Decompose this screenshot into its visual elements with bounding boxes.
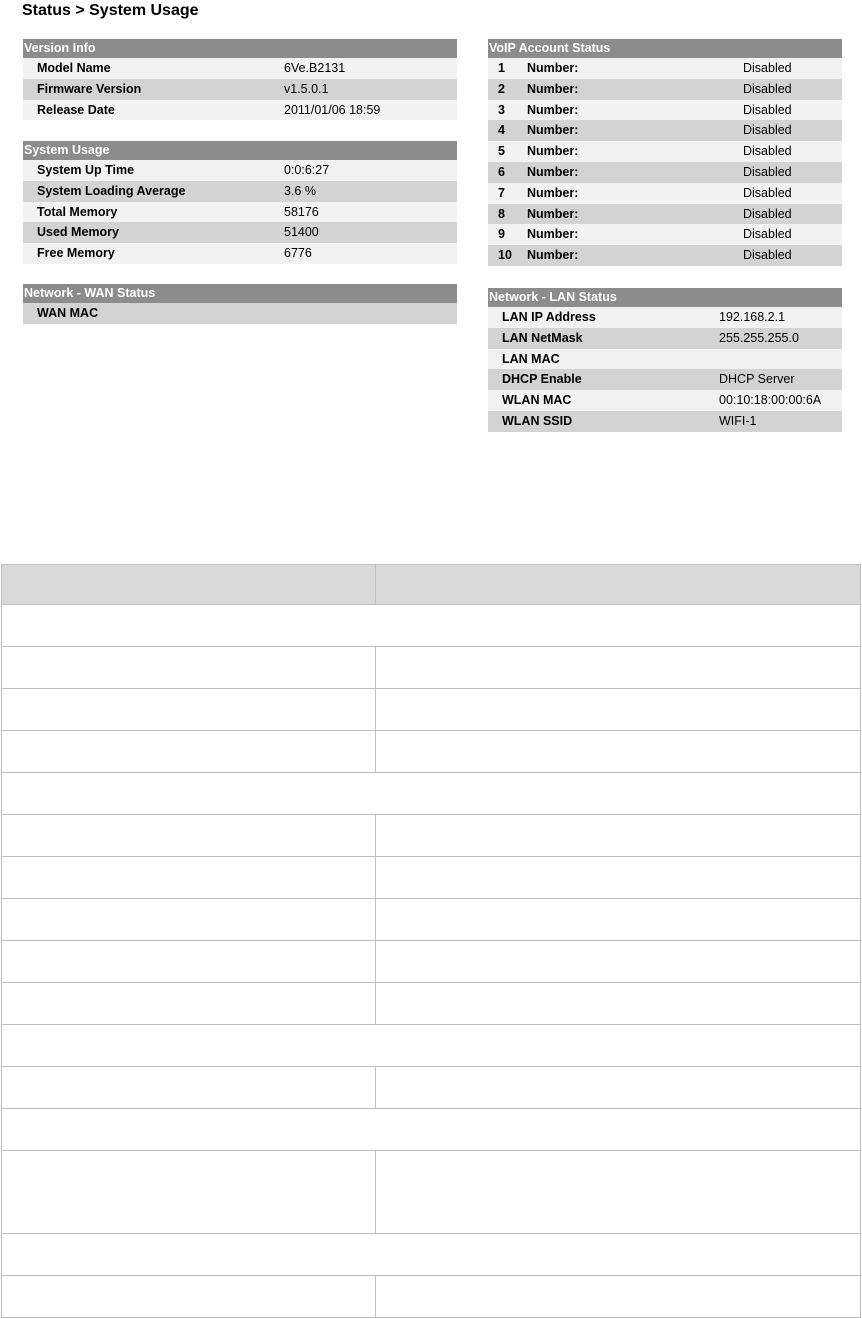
table-cell xyxy=(376,899,861,941)
row-label: Firmware Version xyxy=(37,81,142,96)
account-number: 6 xyxy=(498,164,505,179)
version-info-panel xyxy=(23,39,457,120)
system-usage-panel xyxy=(23,141,457,264)
row-label: WLAN MAC xyxy=(502,393,572,408)
version-info-header: Version Info xyxy=(23,39,457,58)
row-label: Free Memory xyxy=(37,246,115,261)
table-section-row xyxy=(2,1109,861,1151)
table-row xyxy=(488,245,842,266)
table-row xyxy=(2,815,861,857)
table-row xyxy=(488,183,842,204)
table-cell xyxy=(2,1234,861,1276)
row-value: Disabled xyxy=(743,123,792,138)
table-cell xyxy=(376,647,861,689)
voip-status-panel xyxy=(488,39,842,266)
table-cell xyxy=(376,1276,861,1318)
table-cell xyxy=(376,1067,861,1109)
row-value: 00:10:18:00:00:6A xyxy=(719,393,822,408)
row-label: WLAN SSID xyxy=(502,413,573,428)
table-cell xyxy=(376,689,861,731)
table-header-row xyxy=(2,565,861,605)
row-value: Disabled xyxy=(743,164,792,179)
table-row xyxy=(2,647,861,689)
table-row xyxy=(488,307,842,328)
system-usage-header: System Usage xyxy=(23,141,457,160)
table-cell xyxy=(2,899,376,941)
table-header-cell xyxy=(2,565,376,605)
row-value: Disabled xyxy=(743,185,792,200)
row-value: 0:0:6:27 xyxy=(284,163,330,177)
page-title: Status > System Usage xyxy=(22,2,199,19)
row-label: Number: xyxy=(527,164,579,179)
table-cell xyxy=(2,689,376,731)
row-value: 192.168.2.1 xyxy=(719,310,786,324)
table-cell xyxy=(2,1067,376,1109)
table-row xyxy=(23,58,457,79)
account-number: 1 xyxy=(498,61,505,75)
table-row xyxy=(488,58,842,79)
table-row xyxy=(488,204,842,225)
table-row xyxy=(23,303,457,324)
row-value: 6776 xyxy=(284,246,312,261)
table-row xyxy=(23,79,457,100)
row-label: Number: xyxy=(527,81,579,96)
table-row xyxy=(488,141,842,162)
row-value: 6Ve.B2131 xyxy=(284,61,346,75)
table-section-row xyxy=(2,1234,861,1276)
table-cell xyxy=(2,1276,376,1318)
lan-status-header: Network - LAN Status xyxy=(488,288,842,307)
table-section-row xyxy=(2,773,861,815)
table-row xyxy=(2,731,861,773)
table-row xyxy=(488,349,842,370)
row-value: 58176 xyxy=(284,204,319,219)
row-label: Number: xyxy=(527,227,579,242)
table-row xyxy=(488,162,842,183)
table-cell xyxy=(376,983,861,1025)
row-label: LAN IP Address xyxy=(502,310,596,324)
row-label: Number: xyxy=(527,185,579,200)
row-label: Number: xyxy=(527,102,579,117)
account-number: 9 xyxy=(498,227,505,242)
row-label: Number: xyxy=(527,123,579,138)
row-value: DHCP Server xyxy=(719,372,795,387)
row-value: Disabled xyxy=(743,61,792,75)
table-row xyxy=(23,160,457,181)
table-cell xyxy=(2,773,861,815)
row-label: LAN NetMask xyxy=(502,330,583,345)
table-cell xyxy=(2,1025,861,1067)
row-value: 2011/01/06 18:59 xyxy=(284,102,381,117)
table-row xyxy=(488,79,842,100)
table-cell xyxy=(2,1109,861,1151)
table-row xyxy=(488,120,842,141)
table-row xyxy=(23,181,457,202)
table-cell xyxy=(376,731,861,773)
row-value: Disabled xyxy=(743,102,792,117)
table-section-row xyxy=(2,1025,861,1067)
account-number: 7 xyxy=(498,185,505,200)
table-row xyxy=(488,100,842,121)
table-row xyxy=(23,243,457,264)
table-row xyxy=(488,328,842,349)
wan-status-panel xyxy=(23,284,457,324)
wan-status-header: Network - WAN Status xyxy=(23,284,457,303)
account-number: 4 xyxy=(498,123,505,138)
voip-status-header: VoIP Account Status xyxy=(488,39,842,58)
row-label: Model Name xyxy=(37,61,111,75)
table-row xyxy=(23,100,457,121)
table-cell xyxy=(376,1151,861,1234)
table-row xyxy=(2,1151,861,1234)
row-label: System Up Time xyxy=(37,163,135,177)
description-table xyxy=(1,564,861,1318)
row-label: Number: xyxy=(527,61,579,75)
table-cell xyxy=(2,983,376,1025)
account-number: 10 xyxy=(498,248,512,263)
table-row xyxy=(23,222,457,243)
table-row xyxy=(2,1276,861,1318)
table-row xyxy=(2,899,861,941)
table-row xyxy=(2,941,861,983)
table-row xyxy=(2,689,861,731)
row-value: WIFI-1 xyxy=(719,413,757,428)
row-value: Disabled xyxy=(743,81,792,96)
row-label: Number: xyxy=(527,206,579,221)
table-cell xyxy=(376,815,861,857)
table-cell xyxy=(2,605,861,647)
table-row xyxy=(488,390,842,411)
account-number: 8 xyxy=(498,206,505,221)
table-cell xyxy=(376,941,861,983)
row-label: System Loading Average xyxy=(37,183,186,198)
table-cell xyxy=(2,731,376,773)
row-label: Total Memory xyxy=(37,204,118,219)
row-label: WAN MAC xyxy=(37,306,99,320)
row-value: 255.255.255.0 xyxy=(719,330,799,345)
table-row xyxy=(2,1067,861,1109)
row-label: LAN MAC xyxy=(502,351,560,366)
account-number: 3 xyxy=(498,102,505,117)
table-cell xyxy=(2,815,376,857)
row-label: Number: xyxy=(527,144,579,159)
row-value: Disabled xyxy=(743,248,792,263)
table-cell xyxy=(376,857,861,899)
row-label: Release Date xyxy=(37,102,115,117)
row-value: Disabled xyxy=(743,206,792,221)
row-value: 3.6 % xyxy=(284,183,316,198)
table-cell xyxy=(2,1151,376,1234)
row-label: Used Memory xyxy=(37,225,119,240)
table-cell xyxy=(2,647,376,689)
account-number: 5 xyxy=(498,144,505,159)
table-row xyxy=(23,202,457,223)
table-cell xyxy=(2,857,376,899)
row-label: DHCP Enable xyxy=(502,372,582,387)
row-value: v1.5.0.1 xyxy=(284,81,329,96)
table-row xyxy=(2,983,861,1025)
account-number: 2 xyxy=(498,81,505,96)
lan-status-panel xyxy=(488,288,842,432)
row-value: Disabled xyxy=(743,227,792,242)
row-value: Disabled xyxy=(743,144,792,159)
table-section-row xyxy=(2,605,861,647)
row-label: Number: xyxy=(527,248,579,263)
table-row xyxy=(2,857,861,899)
table-row xyxy=(488,411,842,432)
table-row xyxy=(488,224,842,245)
row-value: 51400 xyxy=(284,225,319,240)
table-cell xyxy=(2,941,376,983)
table-header-cell xyxy=(376,565,861,605)
table-row xyxy=(488,369,842,390)
